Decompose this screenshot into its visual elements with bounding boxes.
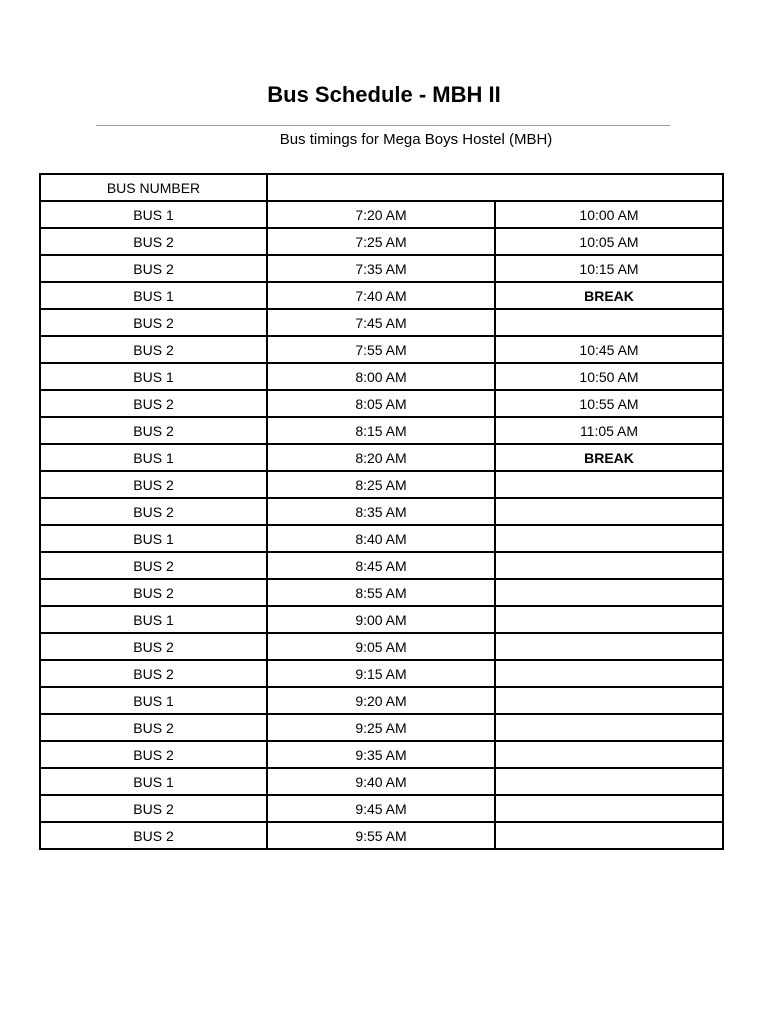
bus-number-cell: BUS 2 xyxy=(40,471,267,498)
first-timing-cell: 7:35 AM xyxy=(267,255,495,282)
second-timing-cell: 10:05 AM xyxy=(495,228,723,255)
table-header-row xyxy=(40,174,723,201)
first-timing-cell: 7:20 AM xyxy=(267,201,495,228)
table-row xyxy=(40,606,723,633)
bus-number-cell: BUS 2 xyxy=(40,660,267,687)
bus-schedule-table xyxy=(39,173,724,850)
first-timing-cell: 8:25 AM xyxy=(267,471,495,498)
bus-number-cell: BUS 1 xyxy=(40,363,267,390)
bus-number-cell: BUS 2 xyxy=(40,822,267,849)
table-row xyxy=(40,579,723,606)
second-timing-cell: 10:55 AM xyxy=(495,390,723,417)
bus-number-cell: BUS 2 xyxy=(40,741,267,768)
bus-number-cell: BUS 2 xyxy=(40,795,267,822)
second-timing-cell: 11:05 AM xyxy=(495,417,723,444)
second-timing-cell xyxy=(495,498,723,525)
table-row xyxy=(40,552,723,579)
header-timings xyxy=(267,174,723,201)
table-row xyxy=(40,498,723,525)
first-timing-cell: 7:45 AM xyxy=(267,309,495,336)
bus-number-cell: BUS 2 xyxy=(40,336,267,363)
first-timing-cell: 8:15 AM xyxy=(267,417,495,444)
table-row xyxy=(40,660,723,687)
first-timing-cell: 8:45 AM xyxy=(267,552,495,579)
bus-number-cell: BUS 2 xyxy=(40,633,267,660)
second-timing-cell: 10:00 AM xyxy=(495,201,723,228)
second-timing-cell xyxy=(495,633,723,660)
document-subtitle: Bus timings for Mega Boys Hostel (MBH) xyxy=(279,131,553,148)
first-timing-cell: 9:45 AM xyxy=(267,795,495,822)
second-timing-cell xyxy=(495,687,723,714)
bus-number-cell: BUS 1 xyxy=(40,282,267,309)
first-timing-cell: 7:40 AM xyxy=(267,282,495,309)
second-timing-cell xyxy=(495,309,723,336)
table-row xyxy=(40,768,723,795)
second-timing-cell xyxy=(495,660,723,687)
second-timing-cell xyxy=(495,525,723,552)
first-timing-cell: 8:40 AM xyxy=(267,525,495,552)
table-row xyxy=(40,687,723,714)
second-timing-cell: 10:50 AM xyxy=(495,363,723,390)
second-timing-cell xyxy=(495,552,723,579)
table-row xyxy=(40,390,723,417)
second-timing-cell xyxy=(495,768,723,795)
first-timing-cell: 8:05 AM xyxy=(267,390,495,417)
bus-number-cell: BUS 1 xyxy=(40,606,267,633)
document-title: Bus Schedule - MBH II xyxy=(267,82,501,107)
first-timing-cell: 9:20 AM xyxy=(267,687,495,714)
first-timing-cell: 9:15 AM xyxy=(267,660,495,687)
table-row xyxy=(40,417,723,444)
first-timing-cell: 9:00 AM xyxy=(267,606,495,633)
bus-number-cell: BUS 1 xyxy=(40,768,267,795)
second-timing-cell xyxy=(495,714,723,741)
bus-number-cell: BUS 2 xyxy=(40,309,267,336)
first-timing-cell: 7:55 AM xyxy=(267,336,495,363)
second-timing-cell xyxy=(495,822,723,849)
bus-number-cell: BUS 1 xyxy=(40,687,267,714)
first-timing-cell: 8:35 AM xyxy=(267,498,495,525)
table-row xyxy=(40,336,723,363)
second-timing-cell: 10:45 AM xyxy=(495,336,723,363)
second-timing-cell xyxy=(495,579,723,606)
table-row xyxy=(40,822,723,849)
table-row xyxy=(40,525,723,552)
bus-number-cell: BUS 2 xyxy=(40,390,267,417)
bus-number-cell: BUS 2 xyxy=(40,552,267,579)
table-row xyxy=(40,282,723,309)
second-timing-cell xyxy=(495,606,723,633)
first-timing-cell: 9:40 AM xyxy=(267,768,495,795)
table-row xyxy=(40,444,723,471)
table-row xyxy=(40,255,723,282)
first-timing-cell: 8:20 AM xyxy=(267,444,495,471)
second-timing-cell xyxy=(495,471,723,498)
bus-number-cell: BUS 2 xyxy=(40,714,267,741)
second-timing-cell xyxy=(495,795,723,822)
first-timing-cell: 9:35 AM xyxy=(267,741,495,768)
second-timing-cell: BREAK xyxy=(495,282,723,309)
second-timing-cell: BREAK xyxy=(495,444,723,471)
bus-number-cell: BUS 2 xyxy=(40,255,267,282)
bus-number-cell: BUS 1 xyxy=(40,201,267,228)
second-timing-cell: 10:15 AM xyxy=(495,255,723,282)
first-timing-cell: 7:25 AM xyxy=(267,228,495,255)
bus-number-cell: BUS 2 xyxy=(40,228,267,255)
table-row xyxy=(40,228,723,255)
bus-number-cell: BUS 2 xyxy=(40,579,267,606)
header-bus-number: BUS NUMBER xyxy=(40,174,267,201)
table-row xyxy=(40,633,723,660)
first-timing-cell: 8:00 AM xyxy=(267,363,495,390)
table-row xyxy=(40,309,723,336)
first-timing-cell: 9:05 AM xyxy=(267,633,495,660)
schedule-table-body xyxy=(40,174,723,849)
title-divider xyxy=(96,125,670,126)
bus-number-cell: BUS 1 xyxy=(40,444,267,471)
second-timing-cell xyxy=(495,741,723,768)
table-row xyxy=(40,714,723,741)
table-row xyxy=(40,471,723,498)
table-row xyxy=(40,741,723,768)
first-timing-cell: 9:25 AM xyxy=(267,714,495,741)
first-timing-cell: 9:55 AM xyxy=(267,822,495,849)
bus-number-cell: BUS 2 xyxy=(40,417,267,444)
first-timing-cell: 8:55 AM xyxy=(267,579,495,606)
table-row xyxy=(40,363,723,390)
table-row xyxy=(40,201,723,228)
table-row xyxy=(40,795,723,822)
bus-number-cell: BUS 2 xyxy=(40,498,267,525)
bus-number-cell: BUS 1 xyxy=(40,525,267,552)
